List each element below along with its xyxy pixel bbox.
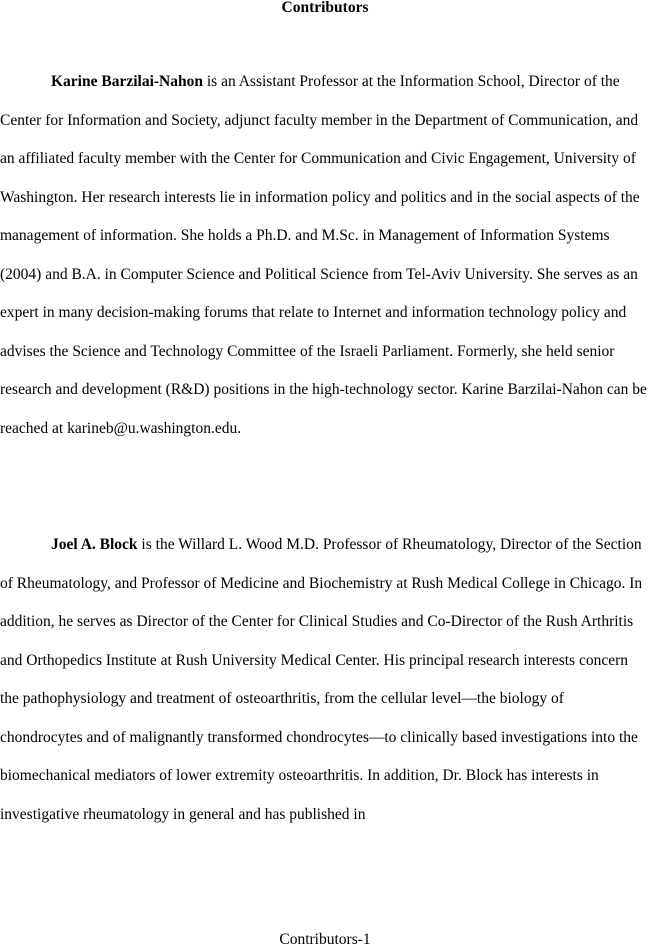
contributor-bio-barzilai-nahon bbox=[0, 63, 650, 448]
contributor-bio-block bbox=[0, 526, 650, 834]
page-footer: Contributors-1 bbox=[279, 931, 371, 948]
contributor-name: Karine Barzilai-Nahon bbox=[51, 73, 203, 90]
page-title: Contributors bbox=[281, 0, 369, 16]
contributor-bio-text: is an Assistant Professor at the Information School, Director of the Center for Information and Society, adjunct faculty member in the Department of Communication, and an affiliated faculty member with the Center for Communication and Civic Engagement, University of Washington. Her research interests lie in information policy and politics and in the social aspects of the management of information. She holds a Ph.D. and M.Sc. in Management of Information Systems (2004) and B.A. in Computer Science and Political Science from Tel-Aviv University. She serves as an expert in many decision-making forums that relate to Internet and information technology policy and advises the Science and Technology Committee of the Israeli Parliament. Formerly, she held senior research and development (R&D) positions in the high-technology sector. Karine Barzilai-Nahon can be reached at karineb@u.washington.edu. bbox=[0, 73, 647, 437]
contributor-bio-text: is the Willard L. Wood M.D. Professor of Rheumatology, Director of the Section of Rheumatology, and Professor of Medicine and Biochemistry at Rush Medical College in Chicago. In addition, he serves as Director of the Center for Clinical Studies and Co-Director of the Rush Arthritis and Orthopedics Institute at Rush University Medical Center. His principal research interests concern the pathophysiology and treatment of osteoarthritis, from the cellular level—the biology of chondrocytes and of malignantly transformed chondrocytes—to clinically based investigations into the biomechanical mediators of lower extremity osteoarthritis. In addition, Dr. Block has interests in investigative rheumatology in general and has published in bbox=[0, 536, 643, 823]
contributor-name: Joel A. Block bbox=[51, 536, 138, 553]
